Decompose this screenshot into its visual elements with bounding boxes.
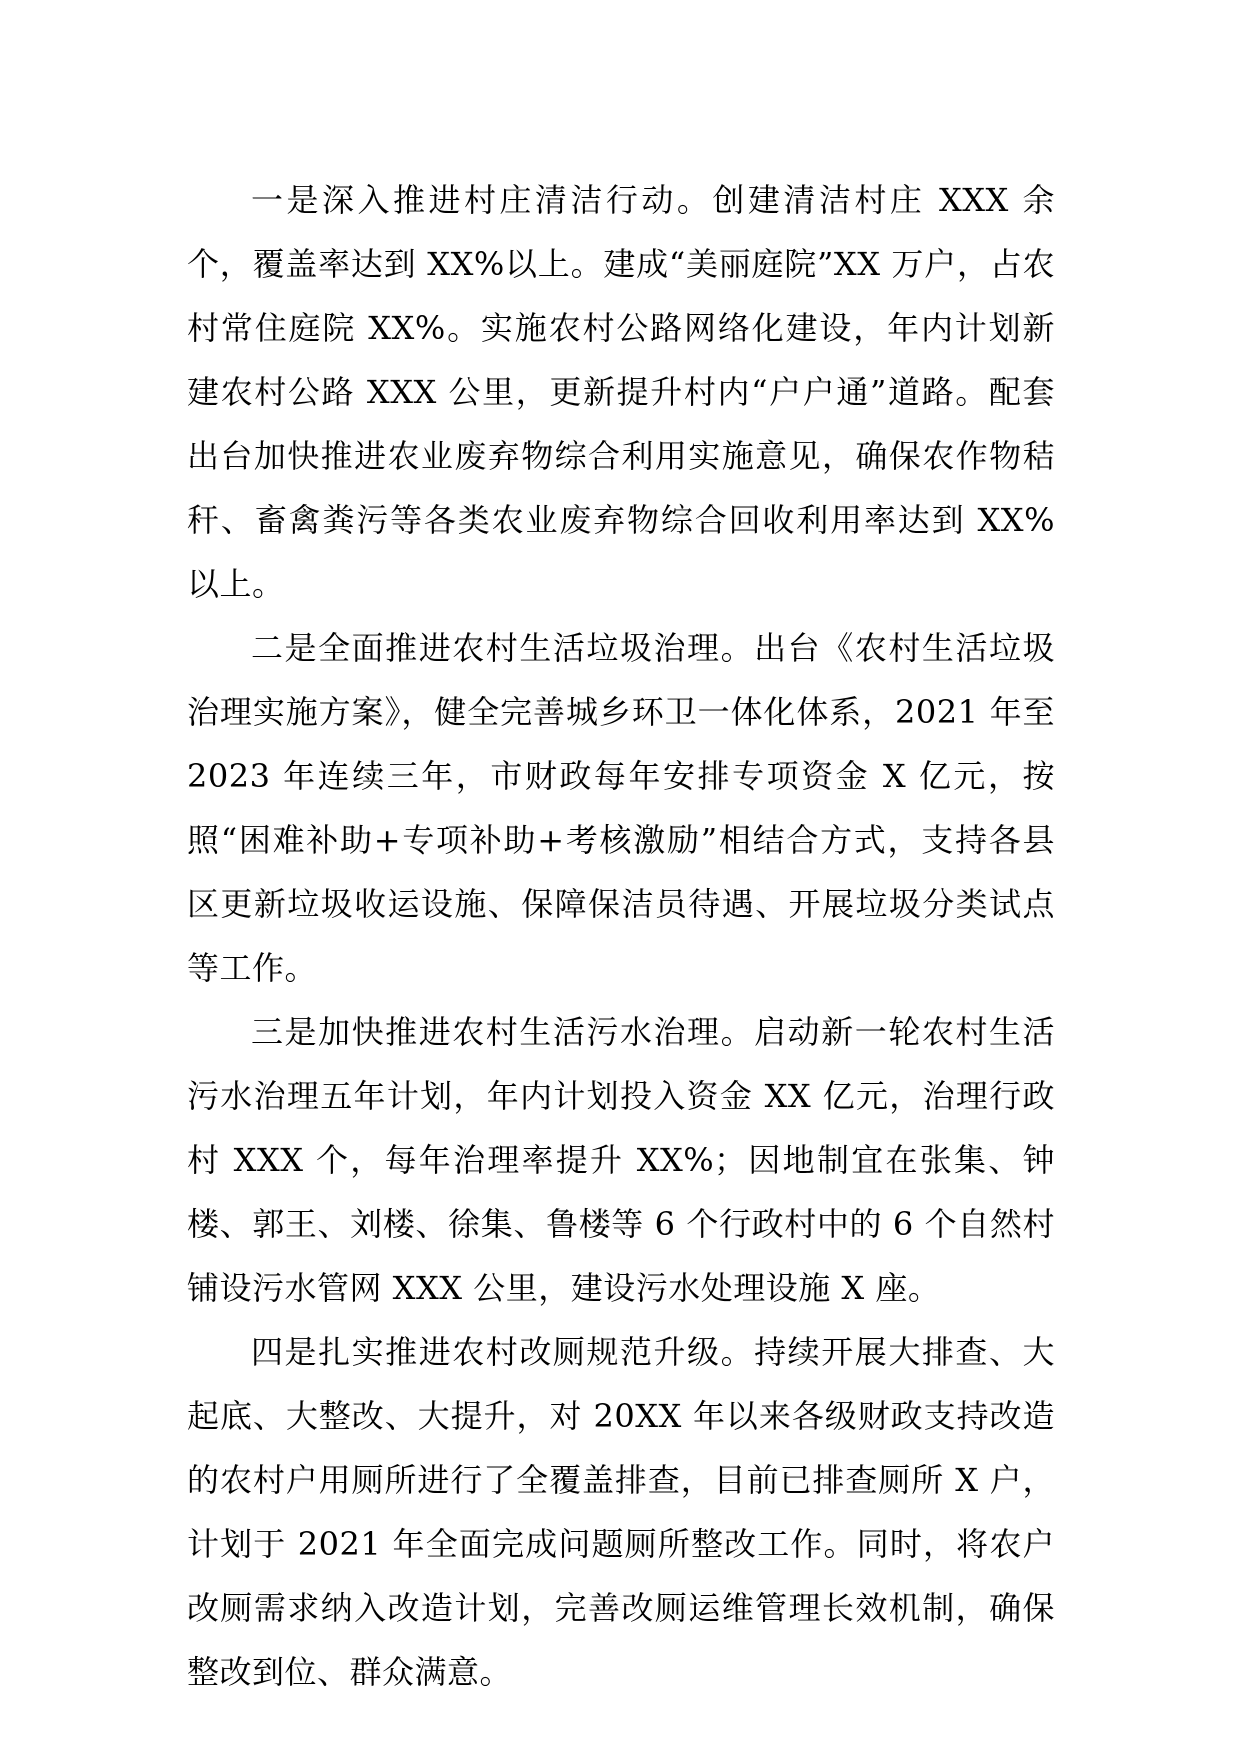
paragraph-village-cleaning: 一是深入推进村庄清洁行动。创建清洁村庄 XXX 余个，覆盖率达到 XX%以上。建成“美丽庭院”XX 万户，占农村常住庭院 XX%。实施农村公路网络化建设，年内计划新建农村公路 XXX 公里，更新提升村内“户户通”道路。配套出台加快推进农业废弃物综合利用实施意见，确保农作物秸秆、畜禽粪污等各类农业废弃物综合回收利用率达到 XX%以上。 [187, 181, 1055, 603]
paragraph-garbage-treatment: 二是全面推进农村生活垃圾治理。出台《农村生活垃圾治理实施方案》，健全完善城乡环卫一体化体系，2021 年至 2023 年连续三年，市财政每年安排专项资金 X 亿元，按照“困难补助+专项补助+考核激励”相结合方式，支持各县区更新垃圾收运设施、保障保洁员待遇、开展垃圾分类试点等工作。 [187, 629, 1055, 987]
paragraph-toilet-upgrade: 四是扎实推进农村改厕规范升级。持续开展大排查、大起底、大整改、大提升，对 20XX 年以来各级财政支持改造的农村户用厕所进行了全覆盖排查，目前已排查厕所 X 户，计划于 2021 年全面完成问题厕所整改工作。同时，将农户改厕需求纳入改造计划，完善改厕运维管理长效机制，确保整改到位、群众满意。 [187, 1333, 1055, 1691]
document-body [187, 168, 1055, 1704]
paragraph-sewage-treatment: 三是加快推进农村生活污水治理。启动新一轮农村生活污水治理五年计划，年内计划投入资金 XX 亿元，治理行政村 XXX 个，每年治理率提升 XX%；因地制宜在张集、钟楼、郭王、刘楼、徐集、鲁楼等 6 个行政村中的 6 个自然村铺设污水管网 XXX 公里，建设污水处理设施 X 座。 [187, 1013, 1055, 1307]
